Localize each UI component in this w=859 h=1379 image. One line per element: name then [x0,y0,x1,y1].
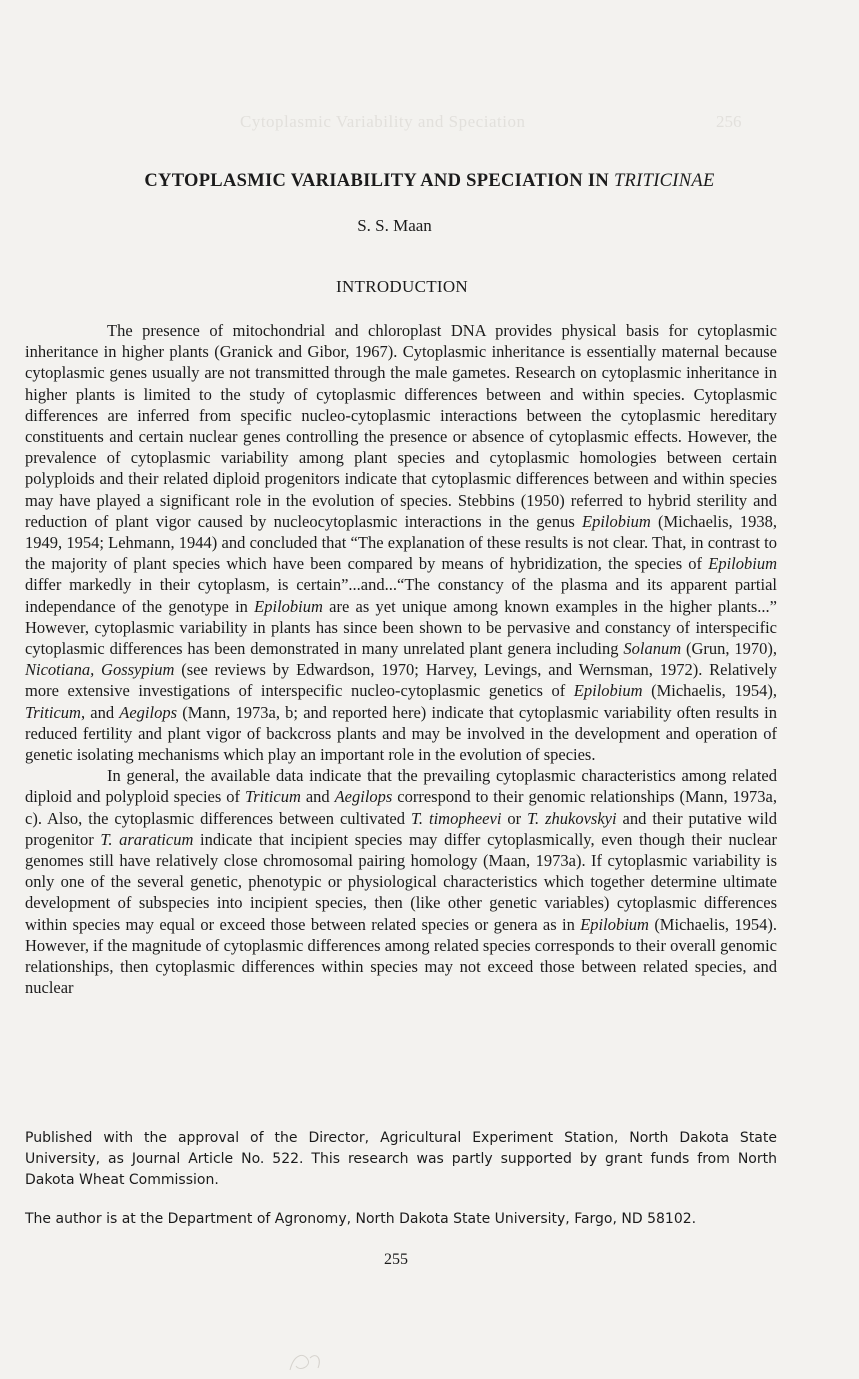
body-text [25,320,777,999]
taxon-epilobium: Epilobium [708,554,777,574]
taxon-aegilops: Aegilops [119,702,178,722]
text-run: The presence of mitochondrial and chloroplast DNA provides physical basis for cytoplasmic inheritance in higher plants (Granick and Gibor, 1967). Cytoplasmic inheritance is essentially maternal because cytoplasmic genes usually are not transmitted through the male gametes. Research on cytoplasmic inheritance in higher plants is limited to the study of cytoplasmic differences between and within species. Cytoplasmic differences are inferred from specific nucleo-cytoplasmic interactions between the cytoplasmic hereditary constituents and certain nuclear genes controlling the presence or absence of cytoplasmic effects. However, the prevalence of cytoplasmic variability among plant species and cytoplasmic homologies between certain polyploids and their related diploid progenitors indicate that cytoplasmic differences between and within species may have played a significant role in the evolution of species. Stebbins (1950) referred to hybrid sterility and reduction of plant vigor caused by nucleocytoplasmic interactions in the genus [25,321,777,531]
taxon-epilobium: Epilobium [580,914,649,934]
text-run: indicate that incipient species may differ cytoplasmically, even though their nuclear genomes still have relatively close chromosomal pairing homology (Maan, 1973a). If cytoplasmic variability is only one of the several genetic, phenotypic or physiological characteristics which together determine ultimate development of subspecies into incipient species, then (like other genetic variables) cytoplasmic differences within species may equal or exceed those between related species or genera as in [25,829,777,934]
text-run: correspond to their genomic relationships (Mann, 1973a, c). Also, the cytoplasmic differences between cultivated [25,787,778,828]
taxon-aegilops: Aegilops [334,787,393,807]
text-run: , and [80,702,120,722]
taxon-triticum: Triticum [25,702,81,722]
section-heading-introduction: INTRODUCTION [335,277,469,296]
article-title-text: CYTOPLASMIC VARIABILITY AND SPECIATION IN [144,171,610,191]
taxon-epilobium: Epilobium [254,596,323,616]
author-name: S. S. Maan [357,216,432,235]
text-run: or [501,808,528,828]
taxon-t-araraticum: T. araraticum [100,829,194,849]
text-run: (Mann, 1973a, b; and reported here) indicate that cytoplasmic variability often results in reduced fertility and plant vigor of backcross plants and may be involved in the development and operation of genetic isolating mechanisms which play an important role in the evolution of species. [25,702,777,765]
taxon-t-zhukovskyi: T. zhukovskyi [527,808,617,828]
page-number: 255 [384,1251,408,1268]
text-run: (see reviews by Edwardson, 1970; Harvey, Levings, and Wernsman, 1972). Relatively more extensive investigations of interspecific nucleo-cytoplasmic genetics of [25,660,777,701]
taxon-nicotiana-gossypium: Nicotiana, Gossypium [25,660,175,680]
taxon-triticum: Triticum [244,787,301,807]
pencil-mark [286,1348,326,1376]
text-run: In general, the available data indicate that the prevailing cytoplasmic characteristics among related diploid and polyploid species of [25,766,777,807]
paragraph-2 [25,765,777,998]
text-run: (Michaelis, 1954). However, if the magnitude of cytoplasmic differences among related species corresponds to their overall genomic relationships, then cytoplasmic differences within species may not exceed those between related species, and nuclear [25,914,777,998]
text-run: (Michaelis, 1938, 1949, 1954; Lehmann, 1944) and concluded that “The explanation of these results is not clear. That, in contrast to the majority of plant species which have been compared by means of hybridization, the species of [25,511,778,574]
text-run: and [300,787,335,807]
taxon-epilobium: Epilobium [581,511,651,531]
footnotes [25,1128,777,1248]
paragraph-1 [25,320,777,765]
taxon-epilobium: Epilobium [573,681,643,701]
bleed-through-header: Cytoplasmic Variability and Speciation [240,112,526,131]
text-run: (Grun, 1970), [681,639,777,659]
text-run: differ markedly in their cytoplasm, is certain”...and...“The constancy of the plasma and its apparent partial independance of the genotype in [25,575,777,616]
text-run: are as yet unique among known examples in the higher plants...” However, cytoplasmic variability in plants has since been shown to be pervasive and constancy of interspecific cytoplasmic differences has been demonstrated in many unrelated plant genera including [25,596,778,659]
bleed-through-page-number: 256 [716,112,742,131]
article-title-taxon: TRITICINAE [613,171,715,191]
taxon-solanum: Solanum [623,639,682,659]
footnote-affiliation: The author is at the Department of Agronomy, North Dakota State University, Fargo, ND 58102. [25,1211,697,1227]
article-title [0,171,859,192]
text-run: and their putative wild progenitor [25,808,777,849]
text-run: (Michaelis, 1954), [642,681,777,701]
footnote-approval: Published with the approval of the Director, Agricultural Experiment Station, North Dakota State University, as Journal Article No. 522. This research was partly supported by grant funds from North Dakota Wheat Commission. [25,1130,777,1188]
taxon-t-timopheevi: T. timopheevi [410,808,502,828]
